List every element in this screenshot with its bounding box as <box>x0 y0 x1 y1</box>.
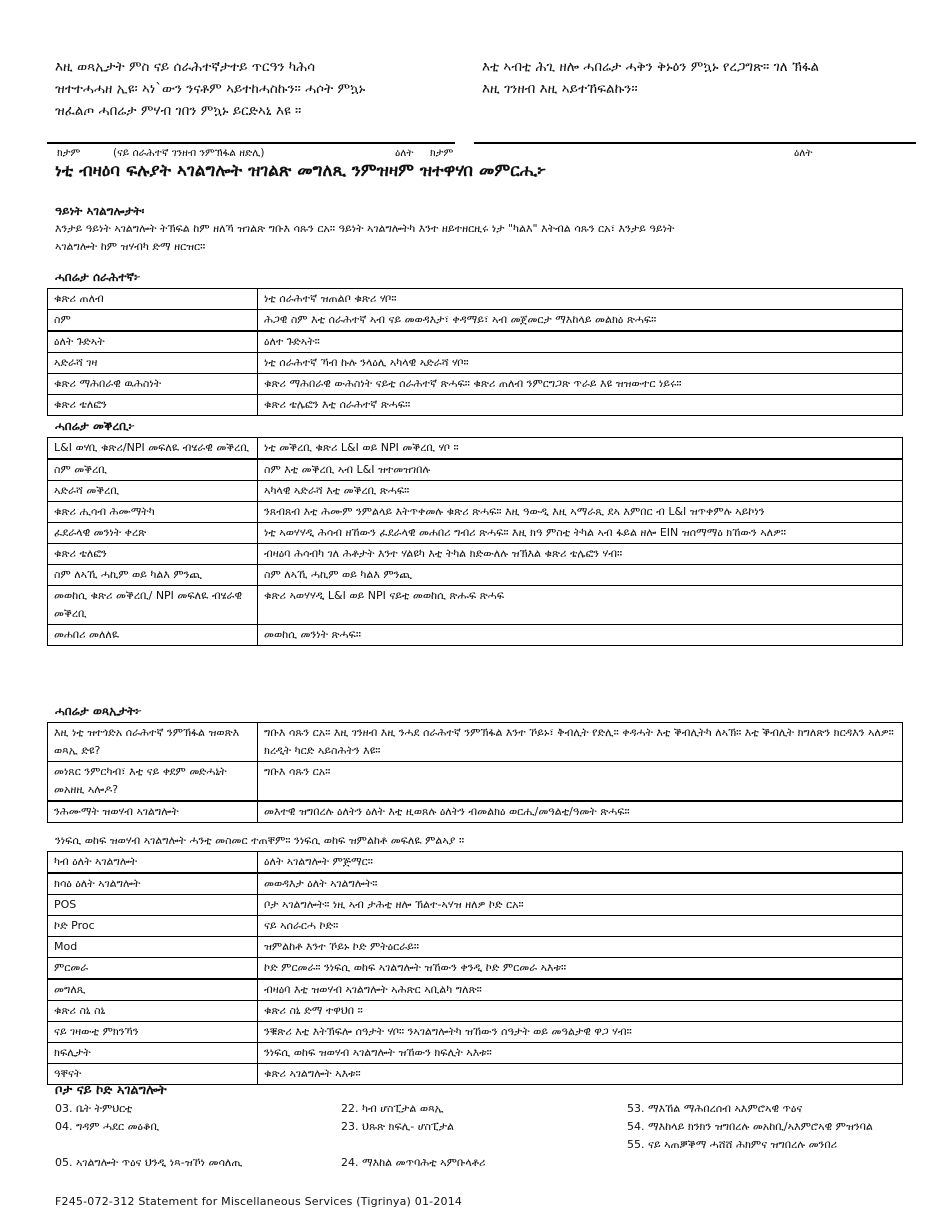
field-description: ዕለት ኣገልግሎት ምጅማር። <box>258 852 903 874</box>
field-name: ቁጽሪ ስኒ ስኒ <box>48 1001 258 1022</box>
field-name: ቁጽሪ ቴለፎን <box>48 544 258 565</box>
service-types-text <box>55 220 905 256</box>
field-description: ኣካላዊ ኣድራሻ እቲ መቕረቢ ጽሓፍ። <box>258 481 903 502</box>
table-row <box>48 1043 903 1064</box>
intro-left <box>55 56 475 122</box>
place-code-item: 03. ቤት ትምህርቲ <box>55 1102 133 1115</box>
table-row <box>48 565 903 586</box>
signature-note: (ናይ ሰራሕተኛ ገንዘብ ንምኽፋል ዘድሊ) <box>113 147 265 159</box>
table-row <box>48 310 903 332</box>
field-name: ቁጽሪ ቴለፎን <box>48 395 258 416</box>
table-row <box>48 852 903 874</box>
intro-right-line: እዚ ገንዘብ እዚ ኣይተኸፍልኩን። <box>482 81 638 97</box>
field-name: መነጸር ንምርካብ፣ እቲ ናይ ቀደም መድሓኒት መአዘዚ ኣሎዶ? <box>48 762 258 802</box>
table-row <box>48 331 903 353</box>
signature-line-right[interactable] <box>474 142 916 144</box>
table-row <box>48 523 903 544</box>
field-name: ካብ ዕለት ኣገልግሎት <box>48 852 258 874</box>
signature-label: ክታም <box>57 147 81 159</box>
table-row <box>48 895 903 916</box>
table-row <box>48 459 903 481</box>
field-description: ቁጽሪ ኣገልግሎት ኣእቱ። <box>258 1064 903 1085</box>
signature-label-right: ክታም <box>430 147 454 159</box>
table-row <box>48 723 903 762</box>
field-description: መእተዊ ዝግበረሉ ዕለትን ዕለት እቲ ዚወጸሉ ዕለትን ብመልክዕ ወርሒ/መዓልቲ/ዓመት ጽሓፍ። <box>258 801 903 823</box>
field-name: ኣድራሻ ገዛ <box>48 353 258 374</box>
intro-right <box>482 56 922 100</box>
service-types-line: እንታይ ዓይነት ኣገልግሎት ትኽፍል ከም ዘለኻ ዝገልጽ ግቡእ ሳጹን ርአ። ዓይነት ኣገልግሎትካ እንተ ዘይተዘርዚሩ ነታ "ካልእ" እትብል ሳጹን ርአ፣ እንታይ ዓይነት <box>55 222 675 235</box>
table-row <box>48 502 903 523</box>
field-name: ንሕሙማት ዝወሃብ ኣገልግሎት <box>48 801 258 823</box>
field-name: ስም መቕረቢ <box>48 459 258 481</box>
intro-left-line: ዝተተሓሓዘ ኢዩ፡ ኣነ`ውን ንናቶም ኣይተከሓስኩን። ሓሶት ምኳኑ <box>55 81 366 97</box>
place-code-item: 54. ማእከላይ ክንክን ዝግበረሉ መአከቢ/ኣእምሮኣዊ ምዝንባል <box>627 1120 873 1133</box>
place-code-item: 04. ግዳም ሓደር መዕቆቢ <box>55 1120 160 1133</box>
field-description: ነቲ ኣወሃሃዲ ሕሳብ ዘኸውን ፈደራላዊ መሐበሪ ግብሪ ጽሓፍ። እዚ ክዓ ምስቲ ትካል ኣብ ፋይል ዘሎ EIN ዝሰማማዕ ክኸውን ኣለዎ። <box>258 523 903 544</box>
place-codes-heading: ቦታ ናይ ኮድ ኣገልግሎት <box>55 1083 167 1098</box>
table-row <box>48 481 903 502</box>
provider-info-heading: ሓበሬታ መቕረቢ፦ <box>55 419 135 433</box>
place-code-item: 24. ማእከል መጥባሕቲ ኣምቡላቶሪ <box>341 1156 486 1169</box>
field-name: ኮድ Proc <box>48 916 258 937</box>
field-name: መወከሲ ቁጽሪ መቕረቢ/ NPI መፍለዪ ብሄራዊ መቕረቢ <box>48 586 258 625</box>
field-name: ዓቐናት <box>48 1064 258 1085</box>
worker-info-table <box>47 288 903 416</box>
table-row <box>48 979 903 1001</box>
field-name: ስም ለኣኺ ሓኪም ወይ ካልእ ምንጪ <box>48 565 258 586</box>
table-row <box>48 625 903 646</box>
field-description: ኮድ ምርመራ። ንነፍሲ ወከፍ ኣገልግሎት ዝኸውን ቀንዲ ኮድ ምርመራ ኣእቱ። <box>258 958 903 980</box>
signature-line-left[interactable] <box>47 142 455 144</box>
table-row <box>48 395 903 416</box>
field-description: ቦታ ኣገልግሎት። ነዚ ኣብ ታሕቲ ዘሎ ኽልተ-ኣሃዝ ዘለዎ ኮድ ርአ። <box>258 895 903 916</box>
table-row <box>48 1064 903 1085</box>
expense-info-table <box>47 722 903 823</box>
field-description: ዕለተ ጉድኣት። <box>258 331 903 353</box>
field-description: ግቡእ ሳጹን ርአ። እዚ ገንዘብ እዚ ንሓደ ሰራሕተኛ ንምኽፋል እንተ ኾይኑ፣ ቅብሊት የድሊ። ቀዳሓት እቲ ቕብሊትካ ለኣኽ። እቲ ቕብሊት ክግለጽን ክርዳእን ኣለዎ። ክረዲት ካርድ ኣይስሕትን እዩ። <box>258 723 903 762</box>
place-codes-col-2 <box>341 1100 611 1172</box>
table-row <box>48 801 903 823</box>
table-row <box>48 438 903 460</box>
field-name: POS <box>48 895 258 916</box>
place-code-item: 23. ህጹጽ ክፍሊ- ሆስፒታል <box>341 1120 454 1133</box>
field-name: መግለጺ <box>48 979 258 1001</box>
field-description: ንነፍሲ ወከፍ ዝወሃብ ኣገልግሎት ዝኸውን ክፍሊት ኣእቱ። <box>258 1043 903 1064</box>
place-code-item: 53. ማእኸል ማሕበረሰብ ኣእምሮኣዊ ጥዕና <box>627 1102 803 1115</box>
table-row <box>48 374 903 395</box>
intro-right-line: እቲ ኣብቲ ሕጊ ዘሎ ሓበሬታ ሓቅን ቅኑዕን ምኳኑ የረጋግጽ። ገለ ኽፋል <box>482 59 820 75</box>
table-row <box>48 958 903 980</box>
table-row <box>48 289 903 310</box>
place-code-item: 22. ካብ ሆስፒታል ወጻኢ <box>341 1102 444 1115</box>
field-description: ስም እቲ መቕረቢ ኣብ L&I ዝተመዝገበሉ <box>258 459 903 481</box>
field-name: ስም <box>48 310 258 332</box>
field-name: ቁጽሪ ማሕበራዊ ዉሕስነት <box>48 374 258 395</box>
field-name: ምርመራ <box>48 958 258 980</box>
field-name: ክፍሊታት <box>48 1043 258 1064</box>
field-description: ነቲ ሰራሕተኛ ኻብ ኩሉ ንላዕሊ ኣካላዊ ኣድራሻ ሃቦ። <box>258 353 903 374</box>
table-row <box>48 544 903 565</box>
field-name: ክሳዕ ዕለት ኣገልግሎት <box>48 873 258 895</box>
field-description: ንጸብጸብ እቲ ሕሙም ንምልላይ እትጥቀመሉ ቁጽሪ ጽሓፍ። እዚ ዓውዲ እዚ ኣማራጺ ደኣ እምበር ብ L&I ዝጥቀምሉ ኣይኮነን <box>258 502 903 523</box>
field-description: ነቲ መቕረቢ ቁጽሪ L&I ወይ NPI መቕረቢ ሃቦ ። <box>258 438 903 460</box>
service-types-heading: ዓይነት ኣገልግሎታት፡ <box>55 204 145 218</box>
field-description: ንቑጽሪ እቲ እትኽፍሎ ሰዓታት ሃቦ። ንኣገልግሎትካ ዝኸውን ሰዓታት ወይ መዓልታዊ ዋጋ ሃብ። <box>258 1022 903 1043</box>
form-footer: F245-072-312 Statement for Miscellaneous Services (Tigrinya) 01-2014 <box>55 1195 463 1208</box>
expense-info-heading: ሓበሬታ ወጻኢታት፦ <box>55 704 142 718</box>
field-name: ፈደራላዊ መንነት ቀረጽ <box>48 523 258 544</box>
table-row <box>48 762 903 802</box>
table-row <box>48 937 903 958</box>
field-name: ናይ ገዛውቲ ምክንኻን <box>48 1022 258 1043</box>
table-row <box>48 916 903 937</box>
field-description: መወከሲ መንነት ጽሓፍ። <box>258 625 903 646</box>
page-title: ነቲ ብዛዕባ ፍሉያት ኣገልግሎት ዝገልጽ መግለጺ ንምዝዛም ዝተዋሃበ መምርሒ፦ <box>55 161 547 181</box>
service-lines-table <box>47 851 903 1085</box>
place-code-item: 05. ኣገልግሎት ጥዕና ህንዲ ነጻ-ዝኾነ መሳለጢ <box>55 1156 243 1169</box>
table-row <box>48 873 903 895</box>
service-types-line: ኣገልግሎት ከም ዝሃብካ ድማ ዘርዝር። <box>55 240 206 253</box>
field-description: ብዛዕባ እቲ ዝወሃብ ኣገልግሎት ኣሕጽር ኣቢልካ ግለጽ። <box>258 979 903 1001</box>
field-name: L&I ወሃቢ ቁጽሪ/NPI መፍለዪ ብሄራዊ መቕረቢ <box>48 438 258 460</box>
field-name: ኣድራሻ መቕረቢ <box>48 481 258 502</box>
table-row <box>48 1001 903 1022</box>
field-name: መሐበሪ መለለዪ <box>48 625 258 646</box>
field-description: ቁጽሪ ቴሌፎን እቲ ሰራሕተኛ ጽሓፍ። <box>258 395 903 416</box>
field-description: ሕጋዊ ስም እቲ ሰራሕተኛ ኣብ ናይ መወዳእታ፣ ቀዳማይ፣ ኣብ መጀመርታ ማእከላይ መልክዕ ጽሓፍ። <box>258 310 903 332</box>
date-label: ዕለት <box>395 147 414 159</box>
table-row <box>48 353 903 374</box>
field-name: እዚ ነቲ ዝተጎድአ ሰራሕተኛ ንምኽፋል ዝወጽእ ወጻኢ ድዩ? <box>48 723 258 762</box>
field-description: መወዳእታ ዕለት ኣገልግሎት። <box>258 873 903 895</box>
place-code-item: 55. ናይ ኣጠቓቕማ ሓሸሸ ሕክምና ዝግበረሉ መንበሪ <box>627 1138 838 1151</box>
field-description: ብዛዕባ ሕሳብካ ገለ ሕቶታት እንተ ሃልዩካ እቲ ትካል ክድውለሉ ዝኽእል ቁጽሪ ቴሌፎን ሃብ። <box>258 544 903 565</box>
place-codes-col-1 <box>55 1100 325 1172</box>
date-label-right: ዕለት <box>794 147 813 159</box>
intro-left-line: ዝፈልጦ ሓበሬታ ምሃብ ገበን ምኳኑ ይርድኣኒ እዩ ። <box>55 103 302 119</box>
field-name: ቁጽሪ ጠለብ <box>48 289 258 310</box>
service-lines-note: ንነፍሲ ወከፍ ዝወሃብ ኣገልግሎት ሓንቲ መስመር ተጠቐም። ንነፍሲ ወከፍ ዝምልከቶ መፍለዪ ምልኣያ ። <box>55 834 465 847</box>
field-description: ቁጽሪ ስኒ ድማ ተዋህበ ። <box>258 1001 903 1022</box>
field-name: ዕለት ጉድኣት <box>48 331 258 353</box>
place-codes-col-3 <box>627 1100 907 1154</box>
field-description: ዝምልከቶ እንተ ኾይኑ ኮድ ምትዕርራይ። <box>258 937 903 958</box>
intro-left-line: እዚ ወጻኢታት ምስ ናይ ሰራሕተኛታተይ ጥርዓን ካሕሳ <box>55 59 316 75</box>
field-description: ናይ ኣሰራርሓ ኮድ። <box>258 916 903 937</box>
field-description: ቁጽሪ ማሕበራዊ ውሕስነት ናይቲ ሰራሕተኛ ጽሓፍ። ቁጽሪ ጠለብ ንምርግጋጽ ጥራይ እዩ ዝዝውተር ነይሩ። <box>258 374 903 395</box>
field-description: ቁጽሪ ኣወሃሃዲ L&I ወይ NPI ናይቲ መወከሲ ጽሑፍ ጽሓፍ <box>258 586 903 625</box>
field-description: ነቲ ሰራሕተኛ ዝጠልቦ ቁጽሪ ሃቦ። <box>258 289 903 310</box>
table-row <box>48 1022 903 1043</box>
field-description: ስም ለኣኺ ሓኪም ወይ ካልእ ምንጪ <box>258 565 903 586</box>
worker-info-heading: ሓበሬታ ሰራሕተኛ፦ <box>55 270 141 284</box>
provider-info-table <box>47 437 903 646</box>
field-description: ግቡእ ሳጹን ርአ። <box>258 762 903 802</box>
field-name: ቁጽሪ ሒሳብ ሕሙማትካ <box>48 502 258 523</box>
field-name: Mod <box>48 937 258 958</box>
table-row <box>48 586 903 625</box>
